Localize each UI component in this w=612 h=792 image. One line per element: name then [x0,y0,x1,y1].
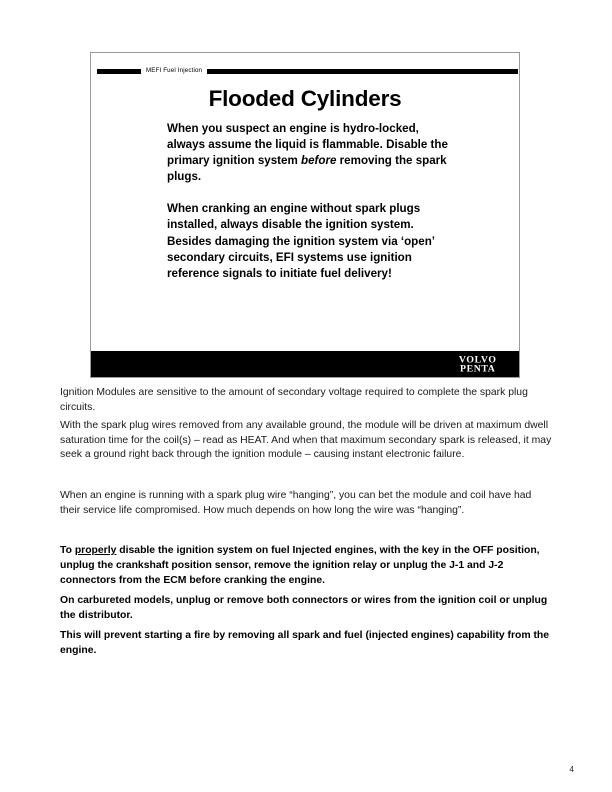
slide-body [167,121,457,298]
slide-header [91,65,519,77]
slide-title: Flooded Cylinders [208,86,402,111]
paragraph-prevent-fire: This will prevent starting a fire by removing all spark and fuel (injected engines) capability from the engine. [60,629,550,656]
paragraph-ignition-modules: Ignition Modules are sensitive to the amount of secondary voltage required to complete the spark plug circuits. [60,387,528,413]
slide-bullet-2: When cranking an engine without spark plugs installed, always disable the ignition system. Besides damaging the ignition system via ‘open’ secondary circuits, EFI systems use ignition reference signals to initiate fuel delivery! [167,202,435,280]
bullet-1-text-after: removing the spark plugs. [167,154,447,184]
slide-header-label: MEFI Fuel Injection [146,66,203,74]
para4-rest: disable the ignition system on fuel Injected engines, with the key in the OFF position, unplug the crankshaft position sensor, remove the ignition relay or unplug the J-1 and J-2 connectors from the ECM before cranking the engine. [60,545,540,586]
paragraph-hanging-wire: When an engine is running with a spark plug wire “hanging”, you can bet the module and coil have had their service life compromised. How much depends on how long the wire was “hanging”. [60,489,532,516]
bullet-1-text-before: When you suspect an engine is hydro-locked, always assume the liquid is flammable. Disable the primary ignition system [167,122,448,168]
slide-frame [90,52,520,378]
header-rule-right-icon [207,69,518,74]
paragraph-spark-plug-wires: With the spark plug wires removed from any available ground, the module will be driven at maximum dwell saturation time for the coil(s) – read as HEAT. And when that maximum secondary spark is released, it may seek a ground right back through the ignition module – causing instant electronic failure. [60,420,552,461]
bullet-1-emphasis: before [301,154,337,168]
paragraph-carbureted-models: On carbureted models, unplug or remove both connectors or wires from the ignition coil or unplug the distributor. [60,594,548,621]
logo-line-penta: PENTA [459,363,495,373]
para4-underlined-properly: properly [74,545,117,557]
page-number: 4 [569,765,574,774]
document-body [60,386,552,664]
paragraph-proper-disable [60,544,552,589]
header-rule-left-icon [97,69,141,74]
slide-bullet-1 [167,121,457,185]
para4-prefix: To [60,545,75,557]
logo-line-volvo: VOLVO [458,354,497,365]
volvo-penta-logo [460,355,495,372]
slide-footer-bar [91,351,519,377]
